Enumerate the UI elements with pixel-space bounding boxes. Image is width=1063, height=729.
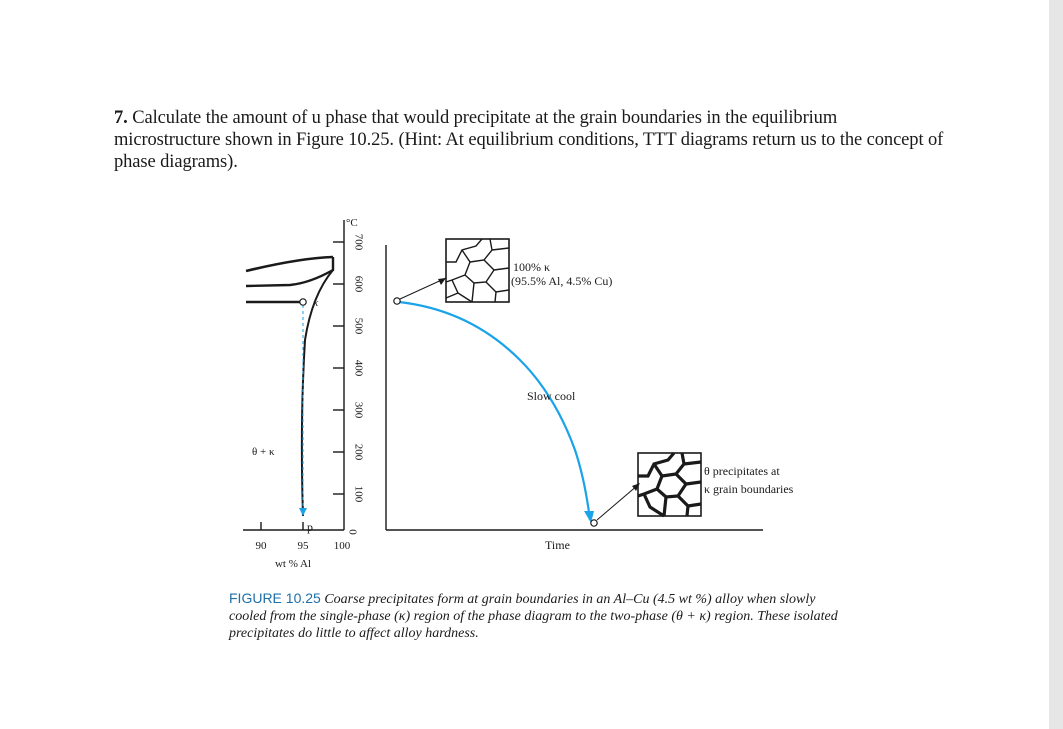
caption-label: FIGURE 10.25 <box>229 590 321 606</box>
micro-bottom-label <box>704 464 794 496</box>
phase-diagram-labels <box>252 217 364 570</box>
alloy-point-marker <box>300 299 306 305</box>
micro-top-label <box>511 260 612 288</box>
temp-unit: °C <box>346 217 358 229</box>
comp-axis-label: wt % Al <box>274 558 312 570</box>
micro-bottom-line1: θ precipitates at <box>704 464 780 478</box>
comp-tick-100: 100 <box>333 540 351 552</box>
caption-text: Coarse precipitates form at grain boundaries in an Al–Cu (4.5 wt %) alloy when slowly cooled from the single-phase (κ) region of the phase diagram to the two-phase (θ + κ) region. These isolated precipitates do little to affect alloy hardness. <box>229 592 838 641</box>
slow-cool-label: Slow cool <box>527 389 576 403</box>
kappa-region-label: κ <box>313 297 319 309</box>
cooling-labels <box>527 389 576 552</box>
time-axis-label: Time <box>545 538 570 552</box>
temp-tick-100: 100 <box>352 485 365 503</box>
cooling-start-marker <box>394 298 400 304</box>
question-text: Calculate the amount of u phase that would precipitate at the grain boundaries in the equilibrium microstructure shown in Figure 10.25. (Hint: At equilibrium conditions, TTT diagrams return us to the concept of phase diagrams). <box>114 108 944 172</box>
microstructure-two-phase <box>638 453 701 516</box>
figure-caption <box>229 590 839 642</box>
temp-tick-200: 200 <box>352 443 365 461</box>
cooling-end-marker <box>591 520 597 526</box>
liquidus-line <box>246 257 333 271</box>
temp-tick-600: 600 <box>352 275 365 293</box>
micro-bottom-line2: κ grain boundaries <box>704 482 794 496</box>
temp-tick-0: 0 <box>346 529 359 535</box>
leader-line-bottom <box>597 485 638 520</box>
down-arrow-icon <box>299 508 307 516</box>
question-number: 7. <box>114 108 128 128</box>
point-p-label: p <box>307 520 313 534</box>
temp-tick-500: 500 <box>352 317 365 335</box>
microstructure-single-phase <box>446 239 509 302</box>
two-phase-region-label: θ + κ <box>252 446 275 458</box>
comp-tick-90: 90 <box>255 540 267 552</box>
temp-tick-700: 700 <box>352 233 365 251</box>
phase-diagram <box>243 220 344 530</box>
temp-tick-300: 300 <box>352 401 365 419</box>
comp-tick-95: 95 <box>297 540 309 552</box>
micro-top-line1: 100% κ <box>513 260 551 274</box>
micro-top-line2: (95.5% Al, 4.5% Cu) <box>511 274 613 288</box>
slow-cool-curve <box>399 302 590 520</box>
temp-tick-400: 400 <box>352 359 365 377</box>
